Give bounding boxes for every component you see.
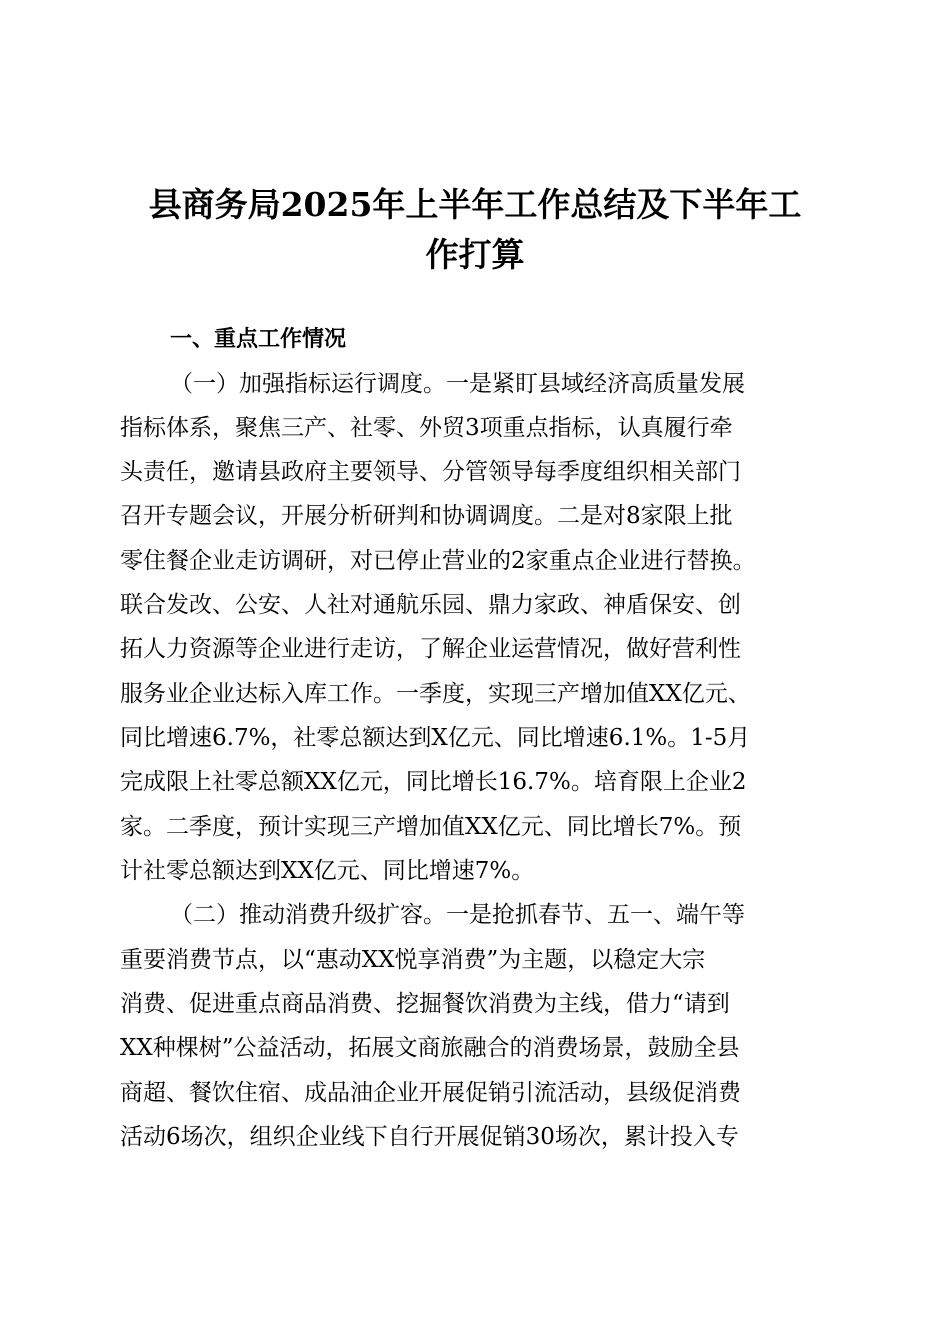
paragraph-line: 同比增速6.7%，社零总额达到X亿元、同比增速6.1%。1-5月 <box>120 725 751 751</box>
paragraph-line: （一）加强指标运行调度。一是紧盯县域经济高质量发展 <box>170 371 745 397</box>
paragraph-line: 召开专题会议，开展分析研判和协调调度。二是对8家限上批 <box>120 503 733 529</box>
paragraph-line: XX种棵树”公益活动，拓展文商旅融合的消费场景，鼓励全县 <box>120 1035 740 1061</box>
paragraph-line: 服务业企业达标入库工作。一季度，实现三产增加值XX亿元、 <box>120 681 751 707</box>
paragraph-line: 联合发改、公安、人社对通航乐园、鼎力家政、神盾保安、创 <box>120 592 741 618</box>
paragraph-line: 头责任，邀请县政府主要领导、分管领导每季度组织相关部门 <box>120 459 741 485</box>
title-line-1: 县商务局2025年上半年工作总结及下半年工 <box>148 185 802 224</box>
paragraph-line: 商超、餐饮住宿、成品油企业开展促销引流活动，县级促消费 <box>120 1080 741 1106</box>
paragraph-line: 零住餐企业走访调研，对已停止营业的2家重点企业进行替换。 <box>120 548 756 574</box>
paragraph-line: 消费、促进重点商品消费、挖掘餐饮消费为主线，借力“请到 <box>120 991 730 1017</box>
paragraph-line: 拓人力资源等企业进行走访，了解企业运营情况，做好营利性 <box>120 636 741 662</box>
paragraph-line: 指标体系，聚焦三产、社零、外贸3项重点指标，认真履行牵 <box>120 415 733 441</box>
document-title <box>110 180 840 280</box>
paragraph-line: （二）推动消费升级扩容。一是抢抓春节、五一、端午等 <box>170 902 745 928</box>
title-line-2: 作打算 <box>425 235 525 274</box>
paragraph-line: 计社零总额达到XX亿元、同比增速7%。 <box>120 858 535 884</box>
paragraph-line: 完成限上社零总额XX亿元，同比增长16.7%。培育限上企业2 <box>120 769 747 795</box>
paragraph-line: 家。二季度，预计实现三产增加值XX亿元、同比增长7%。预 <box>120 814 742 840</box>
section-heading: 一、重点工作情况 <box>170 326 347 352</box>
paragraph-line: 活动6场次，组织企业线下自行开展促销30场次，累计投入专 <box>120 1124 739 1150</box>
paragraph-line: 重要消费节点，以“惠动XX悦享消费”为主题，以稳定大宗 <box>120 947 706 973</box>
